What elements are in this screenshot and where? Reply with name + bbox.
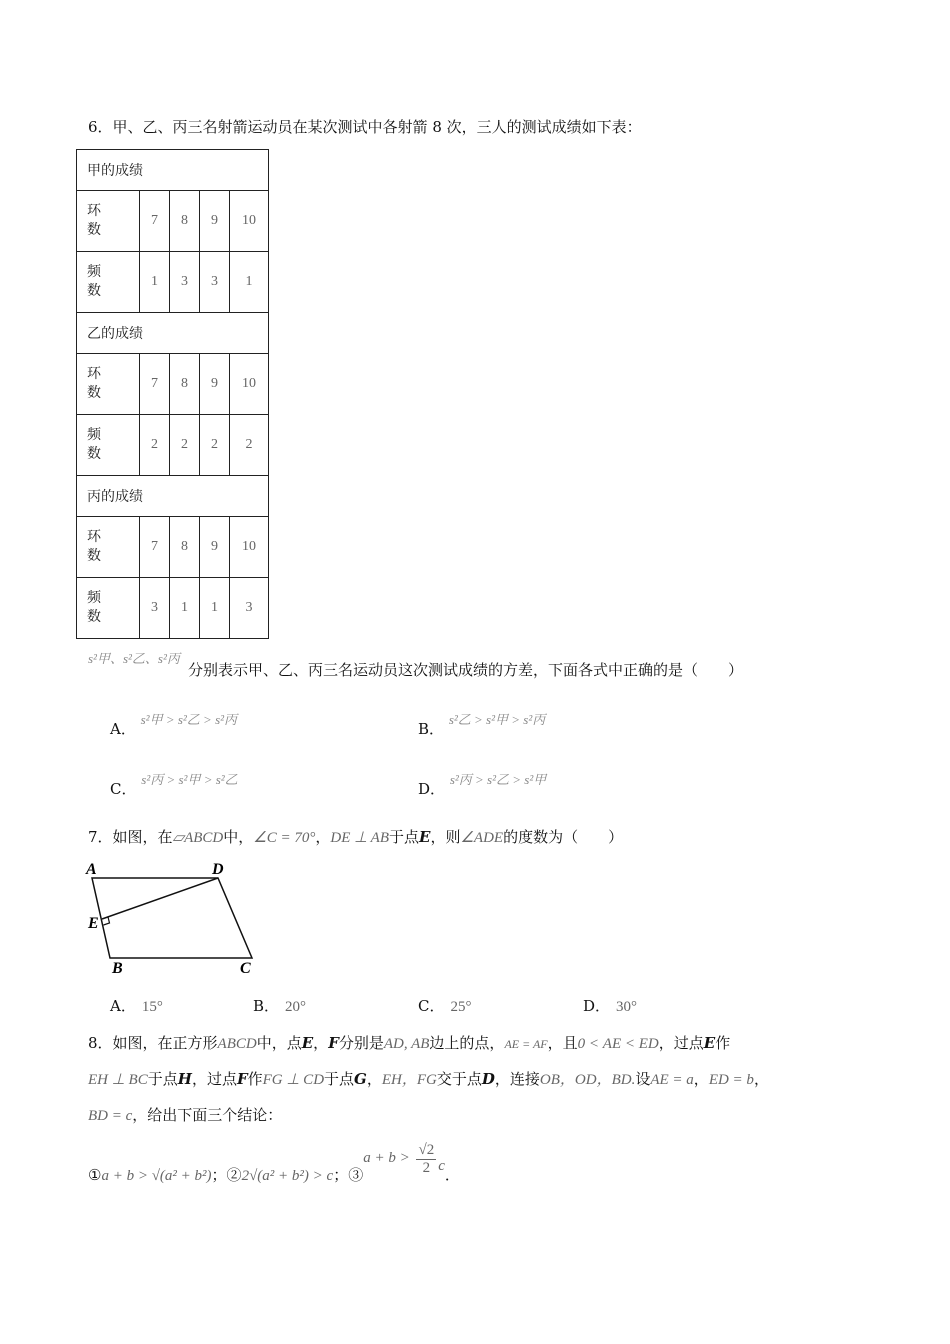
conclusion-2: 2√(a² + b²) > c xyxy=(241,1168,334,1184)
ring-cell: 10 xyxy=(230,191,269,252)
ring-label: 环数 xyxy=(77,517,140,578)
fraction-sqrt2-over-2: $\frac{√2}{2}$ xyxy=(418,1142,435,1176)
q6-option-b[interactable] xyxy=(418,708,546,738)
option-expr: s²丙 > s²甲 > s²乙 xyxy=(141,772,238,787)
freq-cell: 1 xyxy=(230,252,269,313)
vertex-a: A xyxy=(86,861,97,878)
q7-option-b[interactable] xyxy=(253,995,306,1016)
option-expr: s²甲 > s²乙 > s²丙 xyxy=(140,712,238,727)
ring-cell: 9 xyxy=(200,191,230,252)
ring-cell: 10 xyxy=(230,517,269,578)
ring-label: 环数 xyxy=(77,191,140,252)
q7-option-d[interactable] xyxy=(583,995,637,1016)
freq-cell: 2 xyxy=(230,415,269,476)
option-letter: D． xyxy=(418,780,446,798)
q7-option-c[interactable] xyxy=(418,995,471,1016)
freq-cell: 2 xyxy=(170,415,200,476)
q6-option-c[interactable] xyxy=(110,768,238,798)
ring-cell: 9 xyxy=(200,354,230,415)
ring-cell: 8 xyxy=(170,354,200,415)
q8-line-2: EH ⊥ BC于点H，过点F作FG ⊥ CD于点G，EH，FG交于点D，连接OB，OD，BD.设AE = a，ED = b， xyxy=(88,1070,769,1088)
de-perp-ab: DE ⊥ AB xyxy=(330,830,389,846)
vertex-c: C xyxy=(240,960,251,977)
option-letter: C． xyxy=(418,997,445,1015)
freq-cell: 1 xyxy=(140,252,170,313)
freq-cell: 3 xyxy=(170,252,200,313)
table-title-bing: 丙的成绩 xyxy=(77,476,269,517)
conclusion-3-lhs: a + b > xyxy=(363,1150,410,1166)
table-title-yi: 乙的成绩 xyxy=(77,313,269,354)
freq-cell: 3 xyxy=(140,578,170,639)
option-letter: A． xyxy=(110,997,136,1015)
ring-cell: 9 xyxy=(200,517,230,578)
option-letter: C． xyxy=(110,780,137,798)
freq-label: 频数 xyxy=(77,252,140,313)
q6-question-text: 分别表示甲、乙、丙三名运动员这次测试成绩的方差，下面各式中正确的是（ ） xyxy=(188,661,744,679)
option-expr: s²乙 > s²甲 > s²丙 xyxy=(448,712,546,727)
parallelogram-abcd: ▱ABCD xyxy=(172,830,224,846)
q8-line-3: BD = c，给出下面三个结论： xyxy=(88,1106,283,1124)
freq-label: 频数 xyxy=(77,578,140,639)
ring-cell: 8 xyxy=(170,517,200,578)
option-value: 15° xyxy=(141,999,163,1015)
option-letter: B． xyxy=(418,720,445,738)
vertex-d: D xyxy=(212,861,224,878)
ring-label: 环数 xyxy=(77,354,140,415)
freq-cell: 1 xyxy=(170,578,200,639)
q7-stem: 7．如图，在▱ABCD中，∠C = 70°，DE ⊥ AB于点E，则∠ADE的度数为（ ） xyxy=(88,828,624,846)
q6-option-d[interactable] xyxy=(418,768,547,798)
option-value: 30° xyxy=(616,999,638,1015)
q6-option-a[interactable] xyxy=(110,708,238,738)
conclusion-1: a + b > √(a² + b²) xyxy=(101,1168,212,1184)
freq-cell: 3 xyxy=(200,252,230,313)
ring-cell: 8 xyxy=(170,191,200,252)
angle-c: ∠C = 70° xyxy=(253,830,316,846)
vertex-b: B xyxy=(112,960,123,977)
q6-stem: 6．甲、乙、丙三名射箭运动员在某次测试中各射箭 8 次，三人的测试成绩如下表： xyxy=(88,118,642,136)
q8-conclusions: ①a + b > √(a² + b²)；②2√(a² + b²) > c；③a + b > $\frac{√2}{2}$ c． xyxy=(88,1142,460,1184)
option-expr: s²丙 > s²乙 > s²甲 xyxy=(449,772,547,787)
freq-cell: 3 xyxy=(230,578,269,639)
freq-cell: 2 xyxy=(200,415,230,476)
option-value: 25° xyxy=(450,999,472,1015)
angle-ade: ∠ADE xyxy=(460,830,504,846)
q8-line-1: 8．如图，在正方形ABCD中，点E，F分别是AD, AB边上的点，AE = AF，且0 < AE < ED，过点E作 xyxy=(88,1034,731,1052)
option-value: 20° xyxy=(285,999,307,1015)
table-title-jia: 甲的成绩 xyxy=(77,150,269,191)
option-letter: D． xyxy=(583,997,611,1015)
score-table xyxy=(76,149,269,639)
freq-cell: 1 xyxy=(200,578,230,639)
q7-option-a[interactable] xyxy=(110,995,163,1016)
option-letter: B． xyxy=(253,997,280,1015)
vertex-e: E xyxy=(88,915,99,932)
ring-cell: 10 xyxy=(230,354,269,415)
freq-cell: 2 xyxy=(140,415,170,476)
ring-cell: 7 xyxy=(140,517,170,578)
parallelogram-figure xyxy=(80,858,270,978)
variance-symbols: s²甲、s²乙、s²丙 xyxy=(88,651,180,666)
freq-label: 频数 xyxy=(77,415,140,476)
ring-cell: 7 xyxy=(140,191,170,252)
option-letter: A． xyxy=(110,720,136,738)
ring-cell: 7 xyxy=(140,354,170,415)
